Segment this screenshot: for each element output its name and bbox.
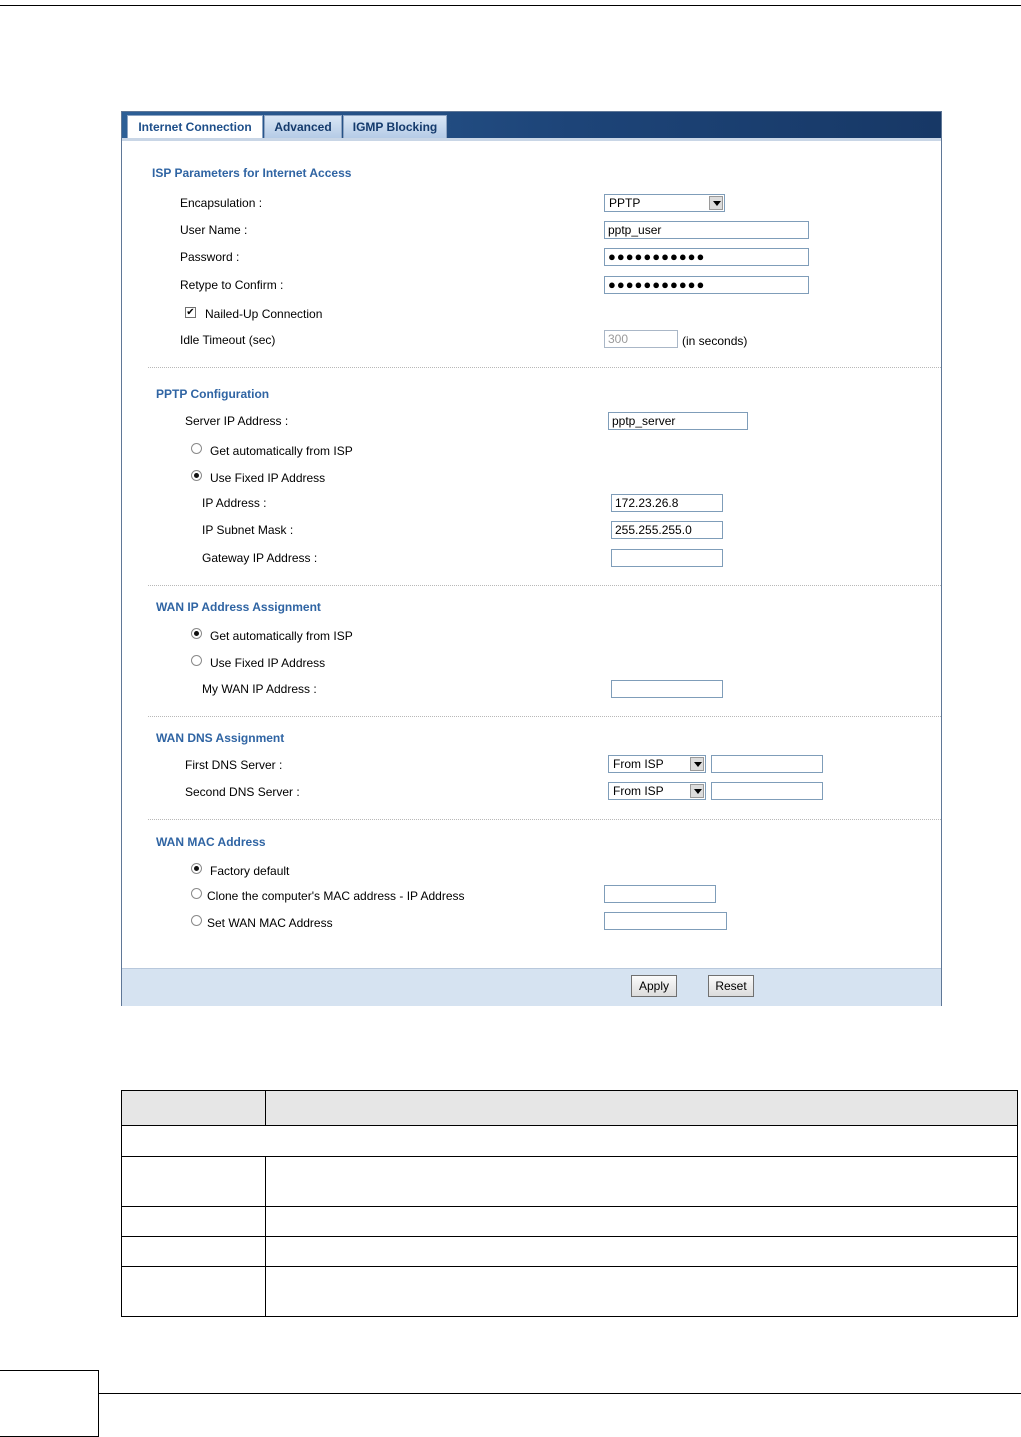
ip-address-label: IP Address : [202, 496, 267, 510]
second-dns-select[interactable] [608, 782, 706, 800]
pptp-auto-label: Get automatically from ISP [210, 444, 353, 458]
table-row [122, 1207, 1018, 1237]
section-divider [148, 819, 941, 820]
table-cell [122, 1157, 266, 1207]
password-input[interactable]: ●●●●●●●●●●● [604, 248, 809, 266]
idle-timeout-input[interactable]: 300 [604, 330, 678, 348]
first-dns-input[interactable] [711, 755, 823, 773]
table-row [122, 1157, 1018, 1207]
dns-section-heading: WAN DNS Assignment [156, 731, 285, 745]
table-cell [122, 1126, 1018, 1157]
gateway-ip-input[interactable] [611, 549, 723, 567]
page-footer-rule [99, 1393, 1021, 1394]
table-row [122, 1126, 1018, 1157]
nailed-up-label: Nailed-Up Connection [205, 307, 323, 321]
mac-set-radio[interactable] [191, 915, 202, 926]
isp-section-heading: ISP Parameters for Internet Access [152, 166, 352, 180]
mac-factory-radio[interactable] [191, 863, 202, 874]
table-header-cell [266, 1091, 1018, 1126]
encapsulation-label: Encapsulation : [180, 196, 263, 210]
wan-ip-fixed-radio[interactable] [191, 655, 202, 666]
server-ip-label: Server IP Address : [185, 414, 289, 428]
retype-label: Retype to Confirm : [180, 278, 284, 292]
server-ip-input[interactable]: pptp_server [608, 412, 748, 430]
second-dns-label: Second DNS Server : [185, 785, 300, 799]
first-dns-select[interactable] [608, 755, 706, 773]
subnet-mask-input[interactable]: 255.255.255.0 [611, 521, 723, 539]
tab-advanced[interactable]: Advanced [264, 115, 342, 138]
tab-internet-connection[interactable]: Internet Connection [127, 115, 263, 139]
chevron-down-icon [690, 784, 704, 798]
nailed-up-checkbox[interactable]: ✔ [186, 307, 195, 318]
table-cell [266, 1267, 1018, 1317]
wan-settings-panel [121, 111, 942, 1006]
table-cell [266, 1237, 1018, 1267]
encapsulation-select[interactable] [604, 194, 725, 212]
apply-button[interactable]: Apply [631, 975, 677, 997]
mac-clone-ip-input[interactable] [604, 885, 716, 903]
my-wan-ip-label: My WAN IP Address : [202, 682, 317, 696]
wan-ip-fixed-label: Use Fixed IP Address [210, 656, 326, 670]
table-cell [266, 1207, 1018, 1237]
encapsulation-value: PPTP [609, 196, 641, 210]
mac-set-label: Set WAN MAC Address [207, 916, 333, 930]
section-divider [148, 716, 941, 717]
pptp-section-heading: PPTP Configuration [156, 387, 270, 401]
tab-underline [122, 138, 941, 141]
mac-set-input[interactable] [604, 912, 727, 930]
idle-timeout-label: Idle Timeout (sec) [180, 333, 276, 347]
tab-bar [122, 112, 941, 138]
section-divider [148, 585, 941, 586]
table-cell [122, 1237, 266, 1267]
button-footer [122, 968, 941, 1006]
mac-clone-radio[interactable] [191, 888, 202, 899]
subnet-mask-label: IP Subnet Mask : [202, 523, 294, 537]
table-cell [122, 1267, 266, 1317]
pptp-fixed-radio[interactable] [191, 470, 202, 481]
reset-button[interactable]: Reset [708, 975, 754, 997]
ip-address-input[interactable]: 172.23.26.8 [611, 494, 723, 512]
chevron-down-icon [690, 757, 704, 771]
pptp-auto-radio[interactable] [191, 443, 202, 454]
wan-ip-auto-radio[interactable] [191, 628, 202, 639]
password-label: Password : [180, 250, 240, 264]
pptp-fixed-label: Use Fixed IP Address [210, 471, 326, 485]
second-dns-mode: From ISP [613, 784, 664, 798]
field-description-table [121, 1090, 1018, 1317]
first-dns-label: First DNS Server : [185, 758, 283, 772]
table-header-row [122, 1091, 1018, 1126]
wan-ip-auto-label: Get automatically from ISP [210, 629, 353, 643]
table-cell [266, 1157, 1018, 1207]
gateway-ip-label: Gateway IP Address : [202, 551, 318, 565]
chevron-down-icon [709, 196, 723, 210]
table-row [122, 1267, 1018, 1317]
mac-section-heading: WAN MAC Address [156, 835, 266, 849]
table-row [122, 1237, 1018, 1267]
table-cell [122, 1207, 266, 1237]
page-top-rule [0, 5, 1021, 6]
mac-clone-label: Clone the computer's MAC address - IP Address [207, 889, 465, 903]
section-divider [148, 367, 941, 368]
second-dns-input[interactable] [711, 782, 823, 800]
wan-ip-section-heading: WAN IP Address Assignment [156, 600, 321, 614]
mac-factory-label: Factory default [210, 864, 290, 878]
first-dns-mode: From ISP [613, 757, 664, 771]
retype-password-input[interactable]: ●●●●●●●●●●● [604, 276, 809, 294]
tab-igmp-blocking[interactable]: IGMP Blocking [343, 115, 447, 138]
my-wan-ip-input[interactable] [611, 680, 723, 698]
table-header-cell [122, 1091, 266, 1126]
idle-timeout-unit: (in seconds) [682, 334, 748, 348]
page-number-box [0, 1370, 99, 1437]
username-input[interactable]: pptp_user [604, 221, 809, 239]
username-label: User Name : [180, 223, 248, 237]
